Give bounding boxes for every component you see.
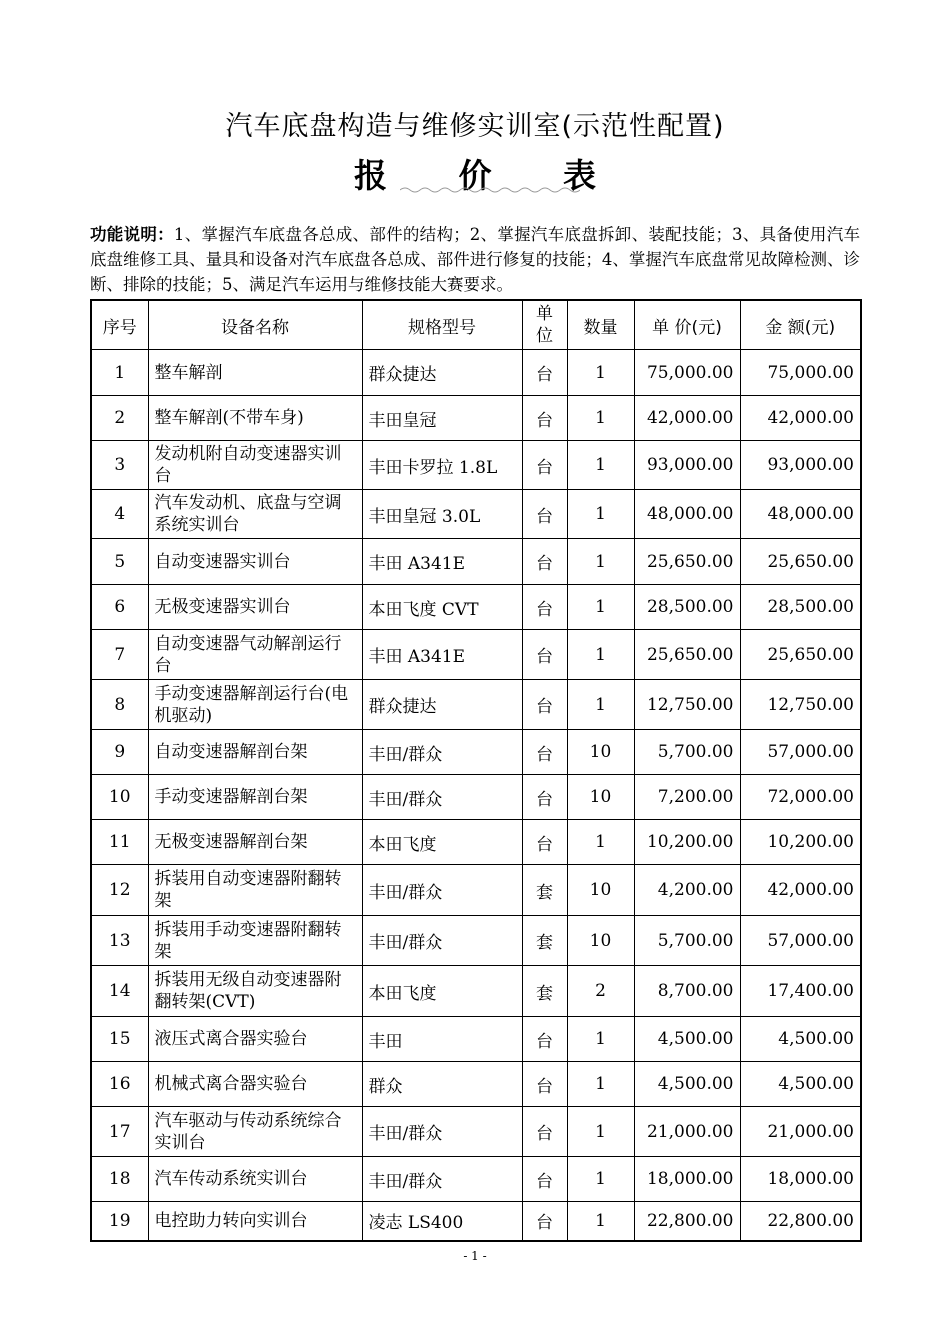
cell-unit-price: 28,500.00 [634, 585, 740, 630]
cell-model: 丰田/群众 [362, 730, 522, 775]
cell-quantity: 1 [567, 1202, 634, 1241]
cell-unit-price: 18,000.00 [634, 1157, 740, 1202]
cell-quantity: 1 [567, 539, 634, 585]
cell-unit-price: 4,200.00 [634, 865, 740, 916]
cell-amount: 4,500.00 [740, 1017, 861, 1062]
cell-unit: 套 [522, 966, 567, 1017]
cell-equipment-name: 汽车驱动与传动系统综合实训台 [148, 1107, 362, 1157]
cell-equipment-name: 无极变速器解剖台架 [148, 820, 362, 865]
subtitle-char-3: 表 [563, 156, 596, 195]
cell-amount: 93,000.00 [740, 441, 861, 490]
cell-unit-price: 8,700.00 [634, 966, 740, 1017]
cell-amount: 25,650.00 [740, 630, 861, 680]
header-equipment-name: 设备名称 [148, 300, 362, 350]
cell-model: 丰田皇冠 3.0L [362, 490, 522, 539]
cell-index: 14 [91, 966, 148, 1017]
table-row [91, 1202, 861, 1241]
cell-unit: 台 [522, 1202, 567, 1241]
cell-equipment-name: 手动变速器解剖台架 [148, 775, 362, 820]
cell-quantity: 1 [567, 1107, 634, 1157]
page-number: - 1 - [463, 1249, 487, 1263]
cell-model: 本田飞度 [362, 966, 522, 1017]
cell-quantity: 1 [567, 630, 634, 680]
cell-index: 18 [91, 1157, 148, 1202]
cell-index: 4 [91, 490, 148, 539]
cell-model: 丰田皇冠 [362, 396, 522, 441]
cell-equipment-name: 自动变速器气动解剖运行台 [148, 630, 362, 680]
table-row [91, 350, 861, 396]
cell-index: 15 [91, 1017, 148, 1062]
cell-model: 丰田/群众 [362, 1157, 522, 1202]
cell-model: 群众 [362, 1062, 522, 1107]
header-model: 规格型号 [362, 300, 522, 350]
description-text: 1、掌握汽车底盘各总成、部件的结构；2、掌握汽车底盘拆卸、装配技能；3、具备使用汽车底盘维修工具、量具和设备对汽车底盘各总成、部件进行修复的技能；4、掌握汽车底盘常见故障检测、诊断、排除的技能；5、满足汽车运用与维修技能大赛要求。 [90, 225, 860, 294]
cell-index: 10 [91, 775, 148, 820]
subtitle-char-2: 价 [458, 156, 492, 195]
cell-unit: 台 [522, 730, 567, 775]
cell-model: 丰田 A341E [362, 630, 522, 680]
cell-amount: 21,000.00 [740, 1107, 861, 1157]
cell-unit: 台 [522, 680, 567, 730]
cell-unit: 台 [522, 1017, 567, 1062]
cell-unit-price: 7,200.00 [634, 775, 740, 820]
cell-unit-price: 93,000.00 [634, 441, 740, 490]
cell-equipment-name: 自动变速器解剖台架 [148, 730, 362, 775]
cell-equipment-name: 自动变速器实训台 [148, 539, 362, 585]
table-row [91, 396, 861, 441]
header-quantity: 数量 [567, 300, 634, 350]
table-row [91, 680, 861, 730]
cell-unit-price: 5,700.00 [634, 916, 740, 966]
cell-unit: 台 [522, 350, 567, 396]
cell-quantity: 1 [567, 820, 634, 865]
cell-unit: 台 [522, 820, 567, 865]
cell-equipment-name: 拆装用无级自动变速器附翻转架(CVT) [148, 966, 362, 1017]
cell-unit: 台 [522, 1062, 567, 1107]
cell-quantity: 1 [567, 350, 634, 396]
cell-index: 16 [91, 1062, 148, 1107]
cell-equipment-name: 手动变速器解剖运行台(电机驱动) [148, 680, 362, 730]
cell-unit: 台 [522, 396, 567, 441]
cell-equipment-name: 发动机附自动变速器实训台 [148, 441, 362, 490]
table-row [91, 630, 861, 680]
cell-model: 本田飞度 CVT [362, 585, 522, 630]
function-description [90, 222, 860, 297]
cell-unit-price: 22,800.00 [634, 1202, 740, 1241]
cell-quantity: 1 [567, 490, 634, 539]
cell-equipment-name: 拆装用自动变速器附翻转架 [148, 865, 362, 916]
table-row [91, 916, 861, 966]
cell-amount: 72,000.00 [740, 775, 861, 820]
table-row [91, 865, 861, 916]
cell-amount: 42,000.00 [740, 865, 861, 916]
cell-equipment-name: 拆装用手动变速器附翻转架 [148, 916, 362, 966]
cell-quantity: 10 [567, 916, 634, 966]
table-row [91, 490, 861, 539]
cell-amount: 28,500.00 [740, 585, 861, 630]
cell-amount: 12,750.00 [740, 680, 861, 730]
cell-equipment-name: 液压式离合器实验台 [148, 1017, 362, 1062]
cell-equipment-name: 整车解剖 [148, 350, 362, 396]
cell-index: 13 [91, 916, 148, 966]
table-row [91, 1062, 861, 1107]
cell-index: 2 [91, 396, 148, 441]
cell-unit-price: 5,700.00 [634, 730, 740, 775]
cell-index: 8 [91, 680, 148, 730]
cell-model: 丰田/群众 [362, 865, 522, 916]
table-row [91, 820, 861, 865]
cell-model: 本田飞度 [362, 820, 522, 865]
cell-unit: 台 [522, 775, 567, 820]
cell-model: 丰田卡罗拉 1.8L [362, 441, 522, 490]
header-unit-price: 单 价(元) [634, 300, 740, 350]
cell-amount: 17,400.00 [740, 966, 861, 1017]
cell-index: 17 [91, 1107, 148, 1157]
table-row [91, 775, 861, 820]
cell-quantity: 1 [567, 441, 634, 490]
cell-quantity: 1 [567, 680, 634, 730]
cell-unit: 套 [522, 916, 567, 966]
header-amount: 金 额(元) [740, 300, 861, 350]
cell-quantity: 1 [567, 1062, 634, 1107]
table-row [91, 1157, 861, 1202]
cell-amount: 25,650.00 [740, 539, 861, 585]
subtitle-char-1: 报 [354, 156, 387, 195]
cell-quantity: 1 [567, 396, 634, 441]
cell-unit-price: 4,500.00 [634, 1017, 740, 1062]
cell-model: 丰田/群众 [362, 775, 522, 820]
cell-quantity: 10 [567, 865, 634, 916]
cell-equipment-name: 整车解剖(不带车身) [148, 396, 362, 441]
cell-unit-price: 48,000.00 [634, 490, 740, 539]
cell-amount: 10,200.00 [740, 820, 861, 865]
cell-index: 1 [91, 350, 148, 396]
table-row [91, 966, 861, 1017]
quotation-table [90, 299, 862, 1242]
cell-quantity: 2 [567, 966, 634, 1017]
cell-unit-price: 12,750.00 [634, 680, 740, 730]
cell-unit: 台 [522, 585, 567, 630]
table-header-row [91, 300, 861, 350]
table-row [91, 539, 861, 585]
cell-model: 群众捷达 [362, 680, 522, 730]
cell-unit-price: 42,000.00 [634, 396, 740, 441]
cell-model: 群众捷达 [362, 350, 522, 396]
cell-amount: 42,000.00 [740, 396, 861, 441]
header-unit: 单位 [522, 300, 567, 350]
cell-equipment-name: 汽车发动机、底盘与空调系统实训台 [148, 490, 362, 539]
cell-index: 9 [91, 730, 148, 775]
table-row [91, 441, 861, 490]
cell-quantity: 1 [567, 1157, 634, 1202]
cell-quantity: 10 [567, 730, 634, 775]
cell-equipment-name: 机械式离合器实验台 [148, 1062, 362, 1107]
cell-unit: 台 [522, 1107, 567, 1157]
cell-amount: 4,500.00 [740, 1062, 861, 1107]
cell-unit-price: 4,500.00 [634, 1062, 740, 1107]
cell-equipment-name: 汽车传动系统实训台 [148, 1157, 362, 1202]
cell-unit: 台 [522, 539, 567, 585]
document-title: 汽车底盘构造与维修实训室(示范性配置) [225, 111, 725, 142]
cell-unit: 台 [522, 1157, 567, 1202]
cell-unit: 台 [522, 490, 567, 539]
cell-quantity: 1 [567, 1017, 634, 1062]
cell-unit-price: 75,000.00 [634, 350, 740, 396]
cell-unit: 台 [522, 630, 567, 680]
header-index: 序号 [91, 300, 148, 350]
cell-unit: 台 [522, 441, 567, 490]
cell-unit-price: 25,650.00 [634, 630, 740, 680]
cell-index: 3 [91, 441, 148, 490]
cell-model: 丰田/群众 [362, 1107, 522, 1157]
table-row [91, 1017, 861, 1062]
table-row [91, 585, 861, 630]
cell-amount: 57,000.00 [740, 916, 861, 966]
cell-equipment-name: 无极变速器实训台 [148, 585, 362, 630]
cell-amount: 48,000.00 [740, 490, 861, 539]
cell-index: 7 [91, 630, 148, 680]
cell-amount: 57,000.00 [740, 730, 861, 775]
table-row [91, 730, 861, 775]
cell-model: 丰田 [362, 1017, 522, 1062]
cell-equipment-name: 电控助力转向实训台 [148, 1202, 362, 1241]
cell-amount: 22,800.00 [740, 1202, 861, 1241]
description-label: 功能说明： [90, 225, 174, 244]
table-row [91, 1107, 861, 1157]
cell-unit-price: 25,650.00 [634, 539, 740, 585]
cell-amount: 18,000.00 [740, 1157, 861, 1202]
cell-quantity: 10 [567, 775, 634, 820]
cell-model: 丰田 A341E [362, 539, 522, 585]
cell-model: 丰田/群众 [362, 916, 522, 966]
cell-model: 凌志 LS400 [362, 1202, 522, 1241]
cell-quantity: 1 [567, 585, 634, 630]
cell-unit-price: 10,200.00 [634, 820, 740, 865]
cell-unit-price: 21,000.00 [634, 1107, 740, 1157]
table-body [91, 350, 861, 1241]
cell-index: 19 [91, 1202, 148, 1241]
cell-index: 11 [91, 820, 148, 865]
cell-index: 6 [91, 585, 148, 630]
cell-index: 5 [91, 539, 148, 585]
cell-amount: 75,000.00 [740, 350, 861, 396]
cell-index: 12 [91, 865, 148, 916]
wavy-underline [400, 186, 580, 194]
cell-unit: 套 [522, 865, 567, 916]
